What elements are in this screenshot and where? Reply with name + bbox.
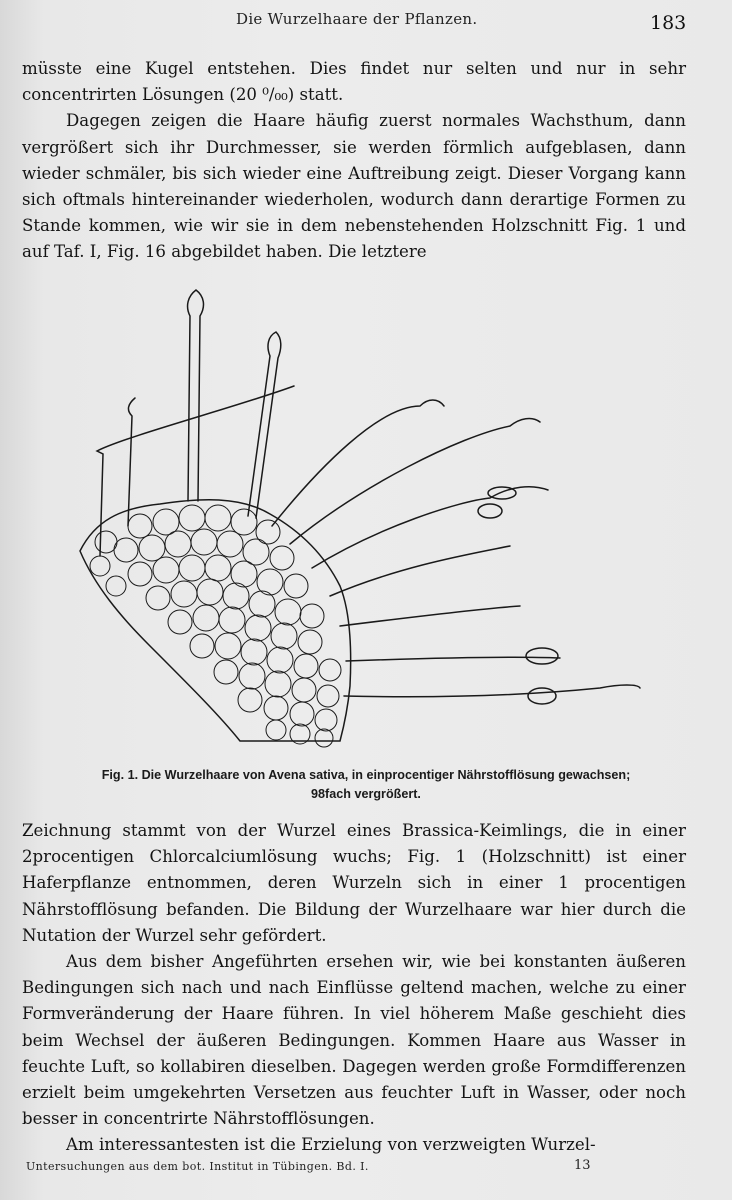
root-hair [344,685,640,697]
page-footer [26,1160,706,1184]
caption-line: 98fach vergrößert. [311,787,421,801]
root-hair [128,398,135,526]
paragraph: müsste eine Kugel entstehen. Dies findet nur selten und nur in sehr concentrirten Lösungen (20 ⁰/₀₀) statt. [22,59,686,105]
figure-caption [30,766,702,804]
hair-swelling [526,648,558,664]
caption-line: Fig. 1. Die Wurzelhaare von Avena sativa, in einprocentiger Nährstofflösung gewachsen; [101,768,631,782]
paragraph: Am interessantesten ist die Erzielung von verzweigten Wurzel- [66,1135,596,1155]
paragraph: Zeichnung stammt von der Wurzel eines Brassica-Keimlings, die in einer 2procentigen Chlorcalciumlösung wuchs; Fig. 1 (Holzschnitt) ist einer Haferpflanze entnommen, deren Wurzeln sich in einer 1 procentigen Nährstofflösung befanden. Die Bildung der Wurzelhaare war hier durch die Nutation der Wurzel sehr gefördert. [22,821,686,945]
root-hair [248,332,281,518]
root-hair [188,290,204,501]
root-hair [272,400,444,526]
root-hair [312,487,548,568]
page-number: 183 [650,12,687,34]
hair-swelling [528,688,556,704]
root-hair [290,419,540,544]
root-hair-drawing [40,286,680,751]
footer-citation: Untersuchungen aus dem bot. Institut in Tübingen. Bd. I. [26,1160,369,1173]
paragraph: Dagegen zeigen die Haare häufig zuerst normales Wachsthum, dann vergrößert sich ihr Durchmesser, sie werden förmlich aufgeblasen, dann wieder schmäler, bis sich wieder eine Auftreibung zeigt. Dieser Vorgang kann sich oftmals hintereinander wiederholen, wodurch dann derartige Formen zu Stande kommen, wie wir sie in dem nebenstehenden Holzschnitt Fig. 1 und auf Taf. I, Fig. 16 abgebildet haben. Die letztere [22,111,686,262]
signature-mark: 13 [574,1158,591,1173]
running-title: Die Wurzelhaare der Pflanzen. [236,10,478,28]
root-hair [340,606,520,626]
running-head [0,8,732,34]
body-text-top [22,56,686,266]
hair-swelling [488,487,516,499]
body-text-bottom [22,818,686,1159]
figure-root-hairs [40,286,680,751]
paragraph: Aus dem bisher Angeführten ersehen wir, wie bei konstanten äußeren Bedingungen sich nach und nach Einflüsse geltend machen, welche zu einer Formveränderung der Haare führen. In viel höherem Maße geschieht dies beim Wechsel der äußeren Bedingungen. Kommen Haare aus Wasser in feuchte Luft, so kollabiren dieselben. Dagegen werden große Formdifferenzen erzielt beim umgekehrten Versetzen aus feuchter Luft in Wasser, oder noch besser in concentrirte Nährstofflösungen. [22,952,686,1129]
hair-swelling [478,504,502,518]
root-hair [330,546,510,596]
